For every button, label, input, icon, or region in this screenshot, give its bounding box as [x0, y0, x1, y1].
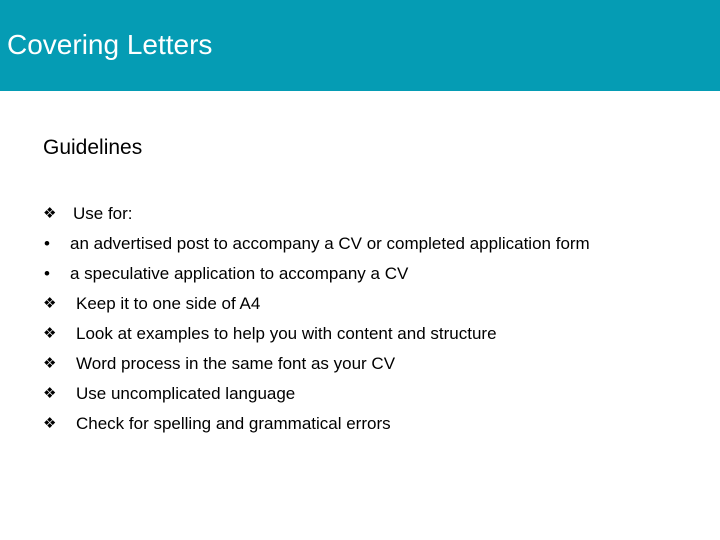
title-bar	[0, 0, 720, 91]
diamond-clover-icon: ❖	[43, 295, 57, 312]
diamond-clover-icon: ❖	[43, 205, 57, 222]
list-item-text: Keep it to one side of A4	[76, 294, 261, 313]
list-item-text: an advertised post to accompany a CV or completed application form	[70, 234, 590, 253]
round-bullet-icon: •	[44, 234, 50, 253]
diamond-clover-icon: ❖	[43, 355, 57, 372]
list-item-text: Look at examples to help you with content and structure	[76, 324, 497, 343]
list-item-text: Check for spelling and grammatical errors	[76, 414, 391, 433]
round-bullet-icon: •	[44, 264, 50, 283]
slide-title: Covering Letters	[7, 29, 213, 60]
list-item-text: a speculative application to accompany a CV	[70, 264, 409, 283]
list-item-text: Use for:	[73, 204, 133, 223]
slide-subtitle: Guidelines	[43, 136, 143, 159]
list-item-text: Word process in the same font as your CV	[76, 354, 396, 373]
diamond-clover-icon: ❖	[43, 415, 57, 432]
diamond-clover-icon: ❖	[43, 325, 57, 342]
diamond-clover-icon: ❖	[43, 385, 57, 402]
list-item-text: Use uncomplicated language	[76, 384, 296, 403]
